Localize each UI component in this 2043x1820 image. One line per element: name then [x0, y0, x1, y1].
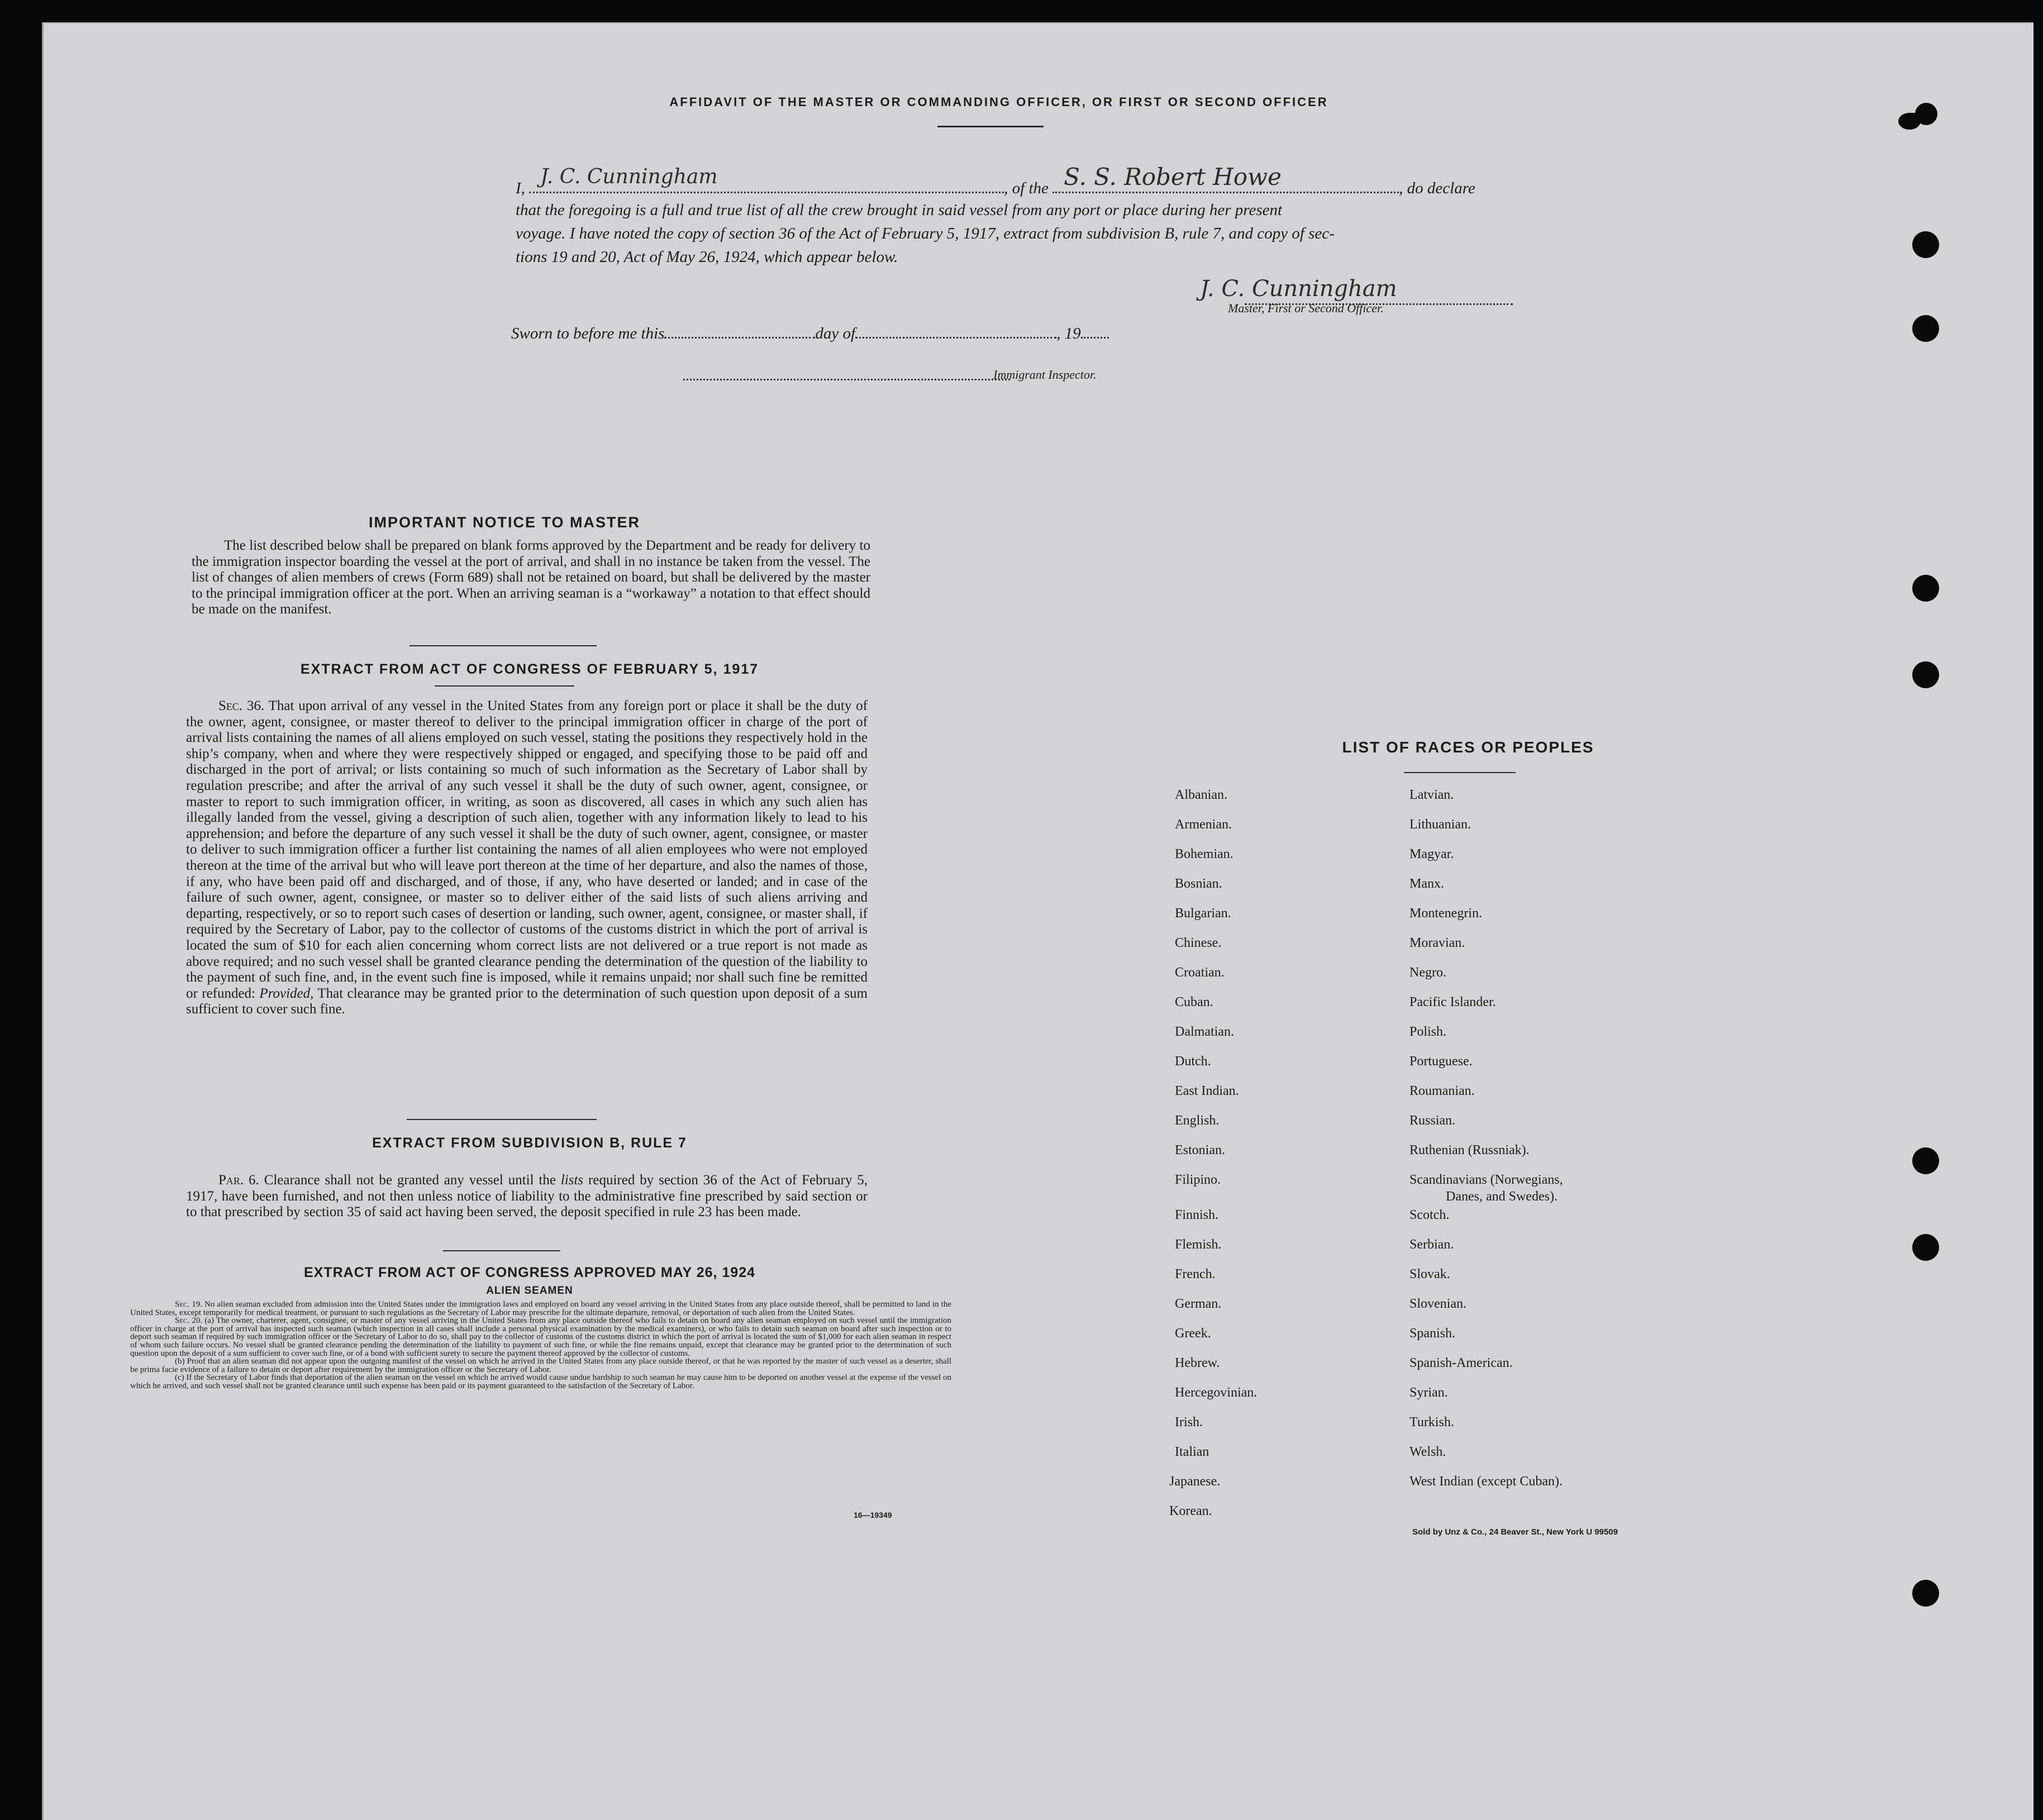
races-title: LIST OF RACES OR PEOPLES	[1342, 739, 1594, 756]
day-of-text: day of	[815, 325, 856, 342]
race-item: English.	[1175, 1113, 1220, 1128]
race-item: Pacific Islander.	[1409, 995, 1496, 1009]
race-item: Irish.	[1175, 1415, 1203, 1430]
race-item: Chinese.	[1175, 936, 1222, 950]
race-item: East Indian.	[1175, 1084, 1239, 1098]
race-item: Negro.	[1409, 965, 1446, 980]
race-item: Latvian.	[1409, 788, 1454, 802]
inspector-signature-line[interactable]	[683, 369, 1010, 380]
punch-hole	[1912, 661, 1939, 688]
sec20a-paragraph	[130, 1317, 951, 1357]
sworn-year-field[interactable]	[1081, 321, 1109, 339]
sworn-date-field[interactable]	[664, 321, 815, 339]
par6-label: Par. 6.	[218, 1173, 259, 1188]
form-number: 16—19349	[854, 1511, 892, 1519]
punch-hole	[1912, 575, 1939, 602]
race-item: Syrian.	[1409, 1385, 1448, 1400]
race-item: German.	[1175, 1297, 1222, 1311]
race-item: Portuguese.	[1409, 1054, 1473, 1069]
race-item: Bulgarian.	[1175, 906, 1231, 921]
year-prefix: , 19	[1056, 325, 1081, 342]
race-item: Moravian.	[1409, 936, 1465, 950]
punch-hole	[1912, 1580, 1939, 1607]
sec20c-text: (c) If the Secretary of Labor finds that deportation of the alien seaman on the vessel on which he arrived would cause undue hardship to such seaman he may cause him to be deported on another vessel at the expense of the vessel on which he arrived, and such vessel shall not be granted clearance until such expense has been paid or its payment guaranteed to the satisfaction of the Secretary of Labor.	[130, 1373, 951, 1390]
race-item: Croatian.	[1175, 965, 1225, 980]
sworn-line	[511, 321, 1109, 343]
extract-1917-title: EXTRACT FROM ACT OF CONGRESS OF FEBRUARY 5, 1917	[300, 661, 759, 677]
races-divider	[1404, 772, 1516, 773]
affidavit-line4: tions 19 and 20, Act of May 26, 1924, which appear below.	[516, 248, 898, 266]
race-item: Slovak.	[1409, 1267, 1450, 1281]
punch-hole	[1912, 315, 1939, 342]
race-item: Japanese.	[1169, 1474, 1221, 1489]
race-item: Roumanian.	[1409, 1084, 1475, 1098]
race-item: Ruthenian (Russniak).	[1409, 1143, 1530, 1157]
extract-1917-divider	[435, 685, 574, 687]
line1-suffix: , do declare	[1399, 179, 1475, 197]
affidavit-line1	[516, 163, 1555, 198]
race-item: Armenian.	[1175, 817, 1232, 832]
race-item: Scandinavians (Norwegians,	[1409, 1173, 1563, 1187]
race-item: Bosnian.	[1175, 876, 1222, 891]
sec19-paragraph	[130, 1300, 951, 1317]
race-item: Serbian.	[1409, 1237, 1454, 1252]
sec20a-text: (a) The owner, charterer, agent, consignee, or master of any vessel arriving in the United States from any place outside thereof who fails to detain on board any alien seaman employed on such vessel until the immigration officer in charge at the port of arrival has inspected such seaman (which inspection in all cases shall include a personal physical examination by the medical examiners), or who fails to detain such seaman on board after such inspection or to deport such seaman if required by such immigration officer or the Secretary of Labor to do so, shall pay to the collector of customs of the customs district in which the port of arrival is located the sum of $1,000 for each alien seaman in respect of whom such failure occurs. No vessel shall be granted clearance pending the determination of the liability to payment of such fine, or while the fine remains unpaid, except that clearance may be granted prior to the determination of such question upon the deposit of a sum sufficient to cover such fine, or of a bond with sufficient surety to secure the payment thereof approved by the collector of customs.	[130, 1316, 952, 1358]
extract-1917-text	[186, 698, 868, 1018]
title-divider	[937, 126, 1044, 127]
master-name-field[interactable]	[529, 165, 1004, 193]
subdivision-b-title: EXTRACT FROM SUBDIVISION B, RULE 7	[372, 1135, 687, 1151]
race-item: Magyar.	[1409, 847, 1454, 861]
affidavit-line3: voyage. I have noted the copy of section 36 of the Act of February 5, 1917, extract from subdivision B, rule 7, and copy of sec-	[516, 225, 1335, 242]
race-item: Korean.	[1169, 1504, 1212, 1518]
race-item: Dalmatian.	[1175, 1025, 1234, 1039]
vessel-name-field[interactable]	[1053, 163, 1399, 193]
race-item: Manx.	[1409, 876, 1444, 891]
notice-divider	[409, 645, 597, 646]
par6-text-a: Clearance shall not be granted any vessel until the	[264, 1173, 556, 1188]
race-item: Turkish.	[1409, 1415, 1454, 1430]
notice-text: The list described below shall be prepared on blank forms approved by the Department and be ready for delivery to the immigration inspector boarding the vessel at the port of arrival, and shall in no instance be taken from the vessel. The list of changes of alien members of crews (Form 689) shall not be retained on board, but shall be delivered by the master to the principal immigration officer at the port. When an arriving seaman is a “workaway” a notation to that effect should be made on the manifest.	[192, 538, 870, 617]
sec36-text-end: That clearance may be granted prior to the determination of such question upon deposit of a sum sufficient to cover such fine.	[186, 985, 868, 1017]
par6-text-b: required by section 36 of the Act of February 5, 1917, have been furnished, and not then unless notice of liability to the administrative fine prescribed by said section or to that prescribed by section 35 of said act having been served, the deposit specified in rule 23 has been made.	[186, 1173, 868, 1220]
race-item: Filipino.	[1175, 1173, 1221, 1187]
master-name-handwriting: J. C. Cunningham	[540, 165, 718, 188]
subdivision-b-divider	[443, 1250, 560, 1251]
sworn-text: Sworn to before me this	[511, 325, 665, 342]
race-item: Cuban.	[1175, 995, 1213, 1009]
signature-handwriting: J. C. Cunningham	[1200, 276, 1397, 302]
race-item: Polish.	[1409, 1025, 1447, 1039]
sec36-text: That upon arrival of any vessel in the United States from any foreign port or place it shall be the duty of the owner, agent, consignee, or master thereof to deliver to the principal immigration officer in charge of the port of arrival lists containing the names of all aliens employed on such vessel, stating the positions they respectively hold in the ship’s company, when and where they were respectively shipped or engaged, and specifying those to be paid off and discharged in the port of arrival; or lists containing so much of such information as the Secretary of Labor shall by regulation prescribe; and after the arrival of any such vessel it shall be the duty of such owner, agent, consignee, or master to report to such immigration officer, in writing, as soon as discovered, all cases in which any such alien has illegally landed from the vessel, giving a description of such alien, together with any information likely to lead to his apprehension; and before the departure of any such vessel it shall be the duty of such owner, agent, consignee, or master to deliver to such immigration officer a further list containing the names of all alien employees who were not employed thereon at the time of the arrival but who will leave port thereon at the time of her departure, and also the names of those, if any, who have been paid off and discharged, and of those, if any, who have deserted or landed; and in case of the failure of such owner, agent, consignee, or master so to deliver either of the said lists of such aliens arriving and departing, respectively, or so to report such cases of desertion or landing, such owner, agent, consignee, or master shall, if required by the Secretary of Labor, pay to the collector of customs of the customs district in which the port of arrival is located the sum of $10 for each alien concerning whom correct lists are not delivered or a true report is not made as above required; and no such vessel shall be granted clearance pending the determination of the question of the liability to the payment of such fine, and, in the event such fine is imposed, while it remains unpaid; nor shall such fine be remitted or refunded:	[186, 698, 868, 1001]
race-item: Danes, and Swedes).	[1446, 1189, 1558, 1204]
race-item: Spanish-American.	[1409, 1356, 1513, 1370]
race-item: Estonian.	[1175, 1143, 1225, 1157]
race-item: West Indian (except Cuban).	[1409, 1474, 1563, 1489]
race-item: Scotch.	[1409, 1208, 1450, 1222]
race-item: Lithuanian.	[1409, 817, 1471, 832]
subdivision-b-text	[186, 1173, 868, 1221]
lists-word: lists	[560, 1173, 584, 1188]
extract-1917-end-divider	[407, 1119, 597, 1120]
sec19-text: No alien seaman excluded from admission into the United States under the immigration laws and employed on board any vessel arriving in the United States from any place outside thereof, shall be permitted to land in the United States, except temporarily for medical treatment, or pursuant to such regulations as the Secretary of Labor may prescribe for the ultimate departure, removal, or deportation of such alien from the United States.	[130, 1300, 951, 1317]
seller-imprint: Sold by Unz & Co., 24 Beaver St., New York U 99509	[1412, 1527, 1618, 1537]
inspector-caption: Immigrant Inspector.	[993, 368, 1097, 382]
race-item: Italian	[1175, 1445, 1209, 1459]
affidavit-line2: that the foregoing is a full and true list of all the crew brought in said vessel from any port or place during her present	[516, 201, 1283, 219]
line1-prefix: I,	[516, 179, 525, 197]
race-item: Bohemian.	[1175, 847, 1234, 861]
race-item: Finnish.	[1175, 1208, 1219, 1222]
punch-hole	[1912, 1147, 1939, 1174]
sec36-label: Sec. 36.	[218, 698, 265, 713]
punch-hole	[1912, 231, 1939, 258]
punch-hole	[1912, 1234, 1939, 1261]
affidavit-title: AFFIDAVIT OF THE MASTER OR COMMANDING OFFICER, OR FIRST OR SECOND OFFICER	[669, 95, 1328, 109]
sec20-label: Sec. 20.	[175, 1316, 203, 1326]
race-item: Dutch.	[1175, 1054, 1211, 1069]
document-sheet	[42, 22, 2034, 1820]
race-item: Hebrew.	[1175, 1356, 1220, 1370]
provided-word: Provided,	[259, 985, 314, 1001]
race-item: Montenegrin.	[1409, 906, 1482, 921]
race-item: Russian.	[1409, 1113, 1456, 1128]
vessel-name-handwriting: S. S. Robert Howe	[1064, 163, 1282, 190]
extract-1924-text	[130, 1300, 951, 1390]
race-item: Flemish.	[1175, 1237, 1222, 1252]
punch-hole	[1898, 113, 1921, 130]
extract-1924-subtitle: ALIEN SEAMEN	[486, 1285, 573, 1297]
race-item: Slovenian.	[1409, 1297, 1466, 1311]
extract-1924-title: EXTRACT FROM ACT OF CONGRESS APPROVED MAY 26, 1924	[303, 1265, 756, 1280]
notice-title: IMPORTANT NOTICE TO MASTER	[369, 514, 640, 531]
race-item: Spanish.	[1409, 1326, 1456, 1341]
sec20b-text: (b) Proof that an alien seaman did not appear upon the outgoing manifest of the vessel on which he arrived in the United States from any place outside thereof, or that he was reported by the master of such vessel as a deserter, shall be prima facie evidence of a failure to detain or deport after requirement by the immigration officer or the Secretary of Labor.	[130, 1357, 951, 1374]
race-item: Welsh.	[1409, 1445, 1446, 1459]
line1-of-the: , of the	[1004, 179, 1049, 197]
race-item: Hercegovinian.	[1175, 1385, 1258, 1400]
sworn-month-field[interactable]	[855, 321, 1056, 339]
race-item: French.	[1175, 1267, 1216, 1281]
sec19-label: Sec. 19.	[175, 1300, 202, 1309]
race-item: Greek.	[1175, 1326, 1211, 1341]
race-item: Albanian.	[1175, 788, 1227, 802]
signature-caption: Master, First or Second Officer.	[1228, 301, 1384, 315]
